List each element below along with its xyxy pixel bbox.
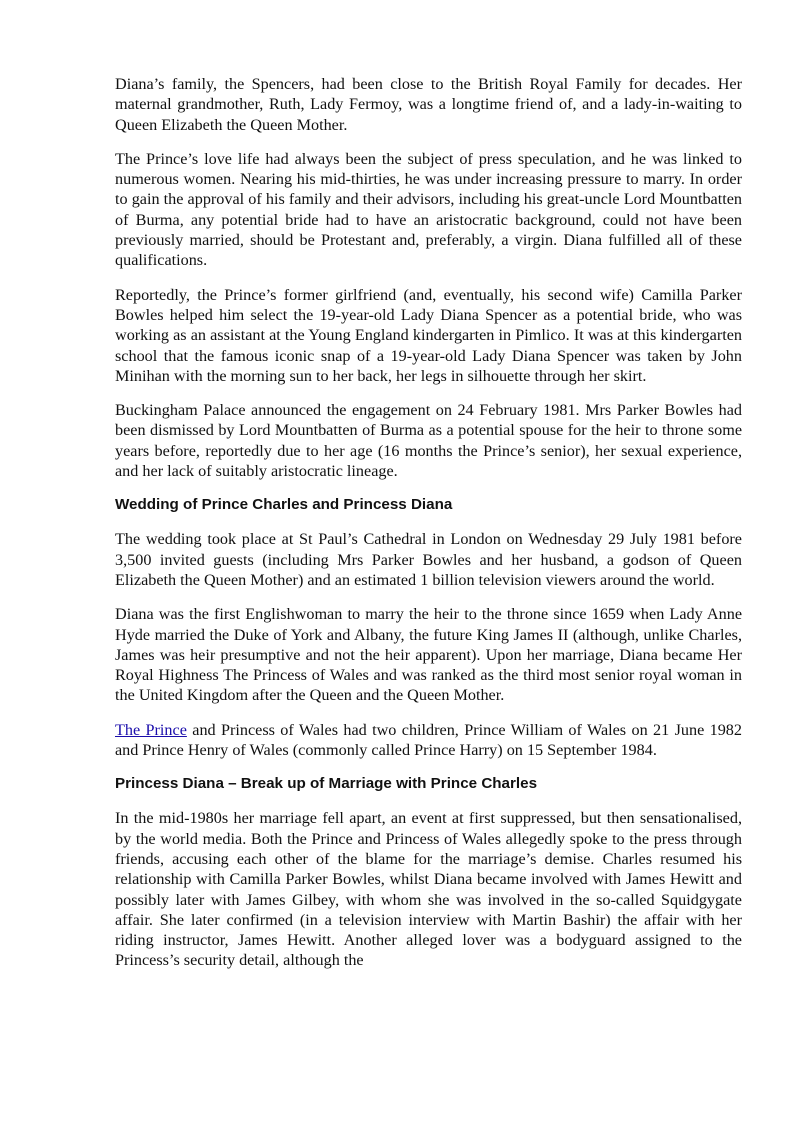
paragraph-children bbox=[115, 720, 742, 761]
paragraph-love-life: The Prince’s love life had always been the subject of press speculation, and he was linked to numerous women. Nearing his mid-thirties, he was under increasing pressure to marry. In order to gain the approval of his family and their advisors, including his great-uncle Lord Mountbatten of Burma, any potential bride had to have an aristocratic background, could not have been previously married, should be Protestant and, preferably, a virgin. Diana fulfilled all of these qualifications. bbox=[115, 149, 742, 270]
paragraph-engagement: Buckingham Palace announced the engagement on 24 February 1981. Mrs Parker Bowles had been dismissed by Lord Mountbatten of Burma as a potential spouse for the heir to throne some years before, reportedly due to her age (16 months the Prince’s senior), her sexual experience, and her lack of suitably aristocratic lineage. bbox=[115, 401, 742, 481]
paragraph-camilla-selection: Reportedly, the Prince’s former girlfriend (and, eventually, his second wife) Camilla Parker Bowles helped him select the 19-year-old Lady Diana Spencer as a potential bride, who was working as an assistant at the Young England kindergarten in Pimlico. It was at this kindergarten school that the famous iconic snap of a 19-year-old Lady Diana Spencer was taken by John Minihan with the morning sun to her back, her legs in silhouette through her skirt. bbox=[115, 285, 742, 385]
paragraph-wedding-ceremony: The wedding took place at St Paul’s Cathedral in London on Wednesday 29 July 1981 before 3,500 invited guests (including Mrs Parker Bowles and her husband, a godson of Queen Elizabeth the Queen Mother) and an estimated 1 billion television viewers around the world. bbox=[115, 530, 742, 589]
the-prince-link[interactable]: The Prince bbox=[115, 720, 187, 739]
section-heading-wedding: Wedding of Prince Charles and Princess Diana bbox=[115, 496, 453, 514]
paragraph-children-text: and Princess of Wales had two children, Prince William of Wales on 21 June 1982 and Prince Henry of Wales (commonly called Prince Harry) on 15 September 1984. bbox=[115, 720, 742, 760]
document-page bbox=[115, 74, 742, 985]
paragraph-spencer-family: Diana’s family, the Spencers, had been close to the British Royal Family for decades. Her maternal grandmother, Ruth, Lady Fermoy, was a longtime friend of, and a lady-in-waiting to Queen Elizabeth the Queen Mother. bbox=[115, 75, 742, 134]
paragraph-marriage-breakup: In the mid-1980s her marriage fell apart, an event at first suppressed, but then sensationalised, by the world media. Both the Prince and Princess of Wales allegedly spoke to the press through friends, accusing each other of the blame for the marriage’s demise. Charles resumed his relationship with Camilla Parker Bowles, whilst Diana became involved with James Hewitt and possibly later with James Gilbey, with whom she was involved in the so-called Squidgygate affair. She later confirmed (in a television interview with Martin Bashir) the affair with her riding instructor, James Hewitt. Another alleged lover was a bodyguard assigned to the Princess’s security detail, although the bbox=[115, 809, 742, 970]
paragraph-first-englishwoman: Diana was the first Englishwoman to marry the heir to the throne since 1659 when Lady Anne Hyde married the Duke of York and Albany, the future King James II (although, unlike Charles, James was heir presumptive and not the heir apparent). Upon her marriage, Diana became Her Royal Highness The Princess of Wales and was ranked as the third most senior royal woman in the United Kingdom after the Queen and the Queen Mother. bbox=[115, 605, 742, 705]
section-heading-breakup: Princess Diana – Break up of Marriage with Prince Charles bbox=[115, 775, 538, 793]
